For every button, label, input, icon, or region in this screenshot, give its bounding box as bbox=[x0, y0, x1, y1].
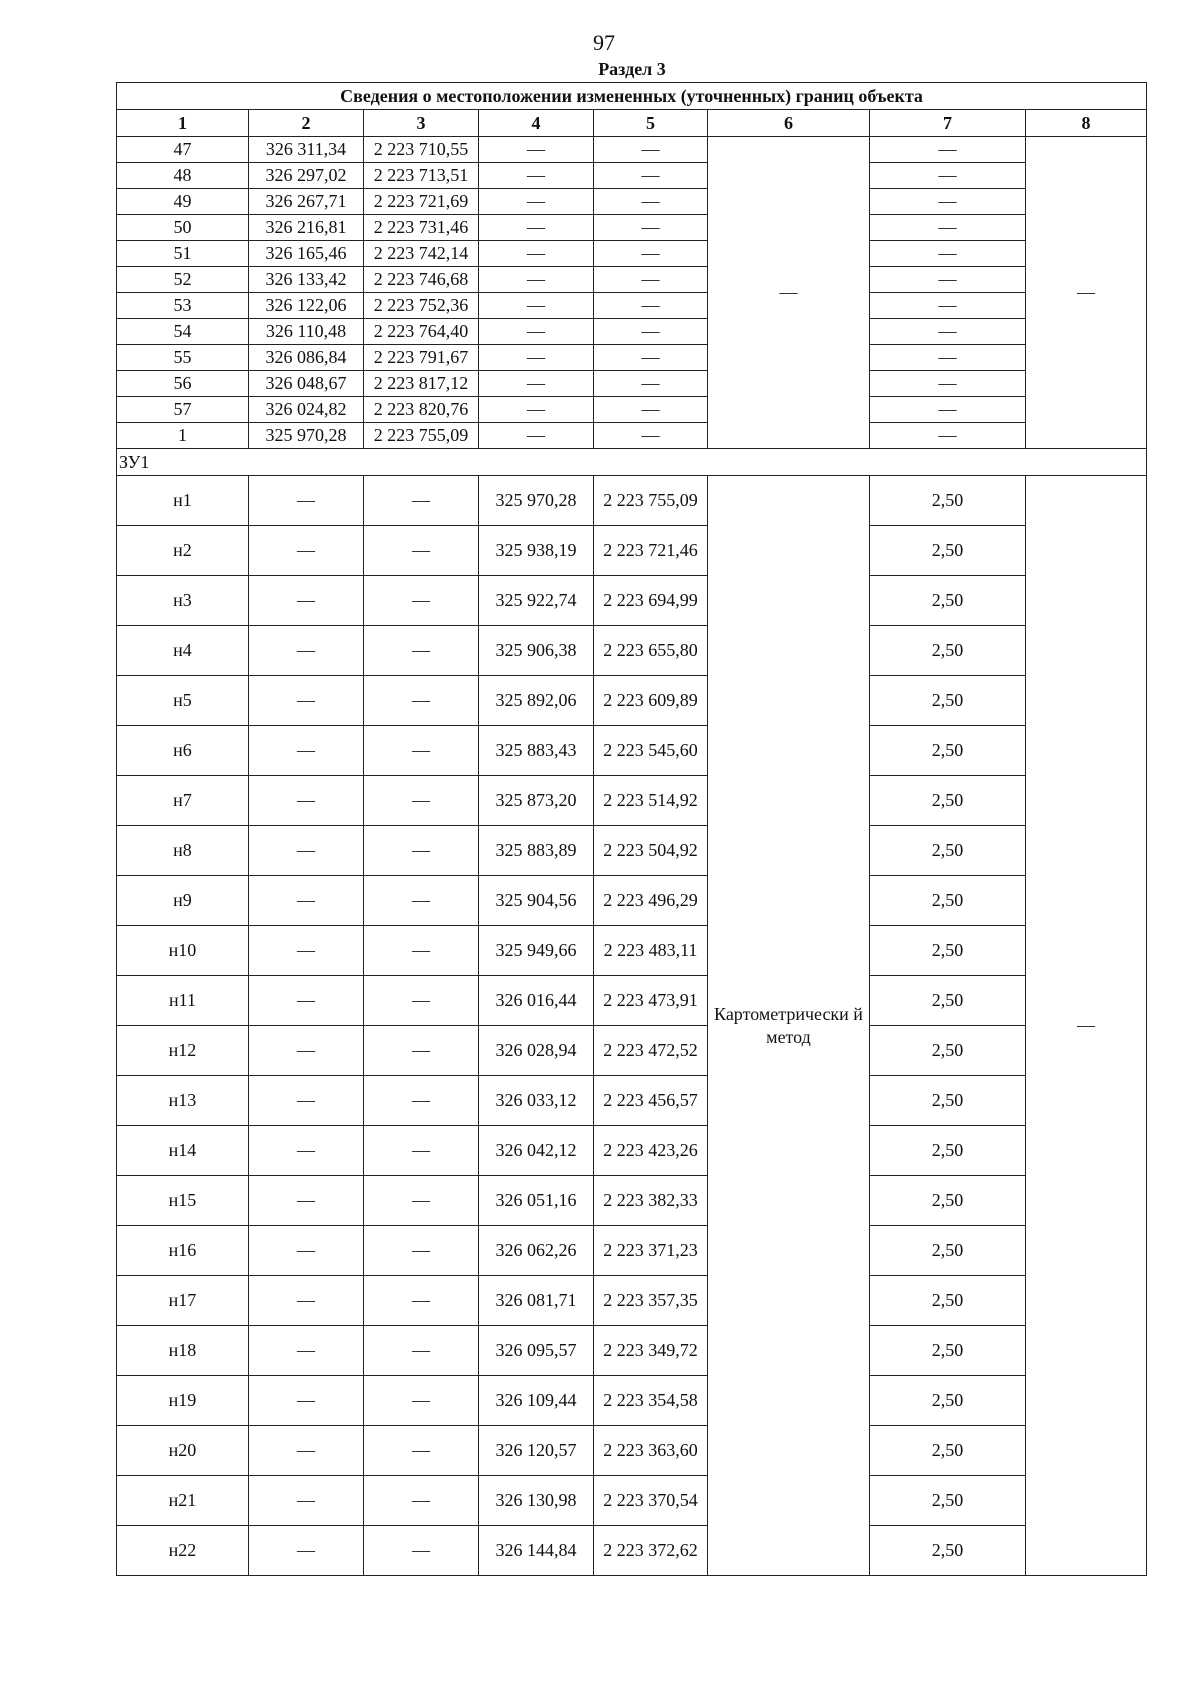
new-x-cell: — bbox=[479, 423, 594, 449]
new-x-cell: — bbox=[479, 397, 594, 423]
method-cell: — bbox=[708, 137, 870, 449]
y-coordinate-cell: — bbox=[364, 776, 479, 826]
x-coordinate-cell: 326 110,48 bbox=[249, 319, 364, 345]
x-coordinate-cell: 326 133,42 bbox=[249, 267, 364, 293]
new-x-cell: — bbox=[479, 215, 594, 241]
new-y-cell: — bbox=[594, 397, 708, 423]
accuracy-cell: 2,50 bbox=[870, 726, 1026, 776]
x-coordinate-cell: — bbox=[249, 1426, 364, 1476]
y-coordinate-cell: — bbox=[364, 526, 479, 576]
description-cell: — bbox=[1026, 476, 1147, 1576]
table-row bbox=[117, 241, 1147, 267]
column-header: 2 bbox=[249, 110, 364, 137]
accuracy-cell: — bbox=[870, 267, 1026, 293]
point-number-cell: 53 bbox=[117, 293, 249, 319]
new-x-cell: — bbox=[479, 293, 594, 319]
table-row bbox=[117, 476, 1147, 526]
group-label: ЗУ1 bbox=[117, 449, 1147, 476]
point-number-cell: 50 bbox=[117, 215, 249, 241]
point-number-cell: 49 bbox=[117, 189, 249, 215]
accuracy-cell: 2,50 bbox=[870, 1376, 1026, 1426]
accuracy-cell: — bbox=[870, 371, 1026, 397]
new-y-cell: 2 223 755,09 bbox=[594, 476, 708, 526]
x-coordinate-cell: 326 297,02 bbox=[249, 163, 364, 189]
table-row bbox=[117, 1126, 1147, 1176]
accuracy-cell: — bbox=[870, 423, 1026, 449]
table-row bbox=[117, 423, 1147, 449]
column-header: 5 bbox=[594, 110, 708, 137]
new-x-cell: — bbox=[479, 163, 594, 189]
x-coordinate-cell: — bbox=[249, 776, 364, 826]
accuracy-cell: — bbox=[870, 215, 1026, 241]
accuracy-cell: 2,50 bbox=[870, 1426, 1026, 1476]
accuracy-cell: 2,50 bbox=[870, 476, 1026, 526]
new-x-cell: 326 051,16 bbox=[479, 1176, 594, 1226]
accuracy-cell: 2,50 bbox=[870, 676, 1026, 726]
new-y-cell: 2 223 504,92 bbox=[594, 826, 708, 876]
x-coordinate-cell: 325 970,28 bbox=[249, 423, 364, 449]
x-coordinate-cell: — bbox=[249, 826, 364, 876]
x-coordinate-cell: — bbox=[249, 676, 364, 726]
x-coordinate-cell: 326 122,06 bbox=[249, 293, 364, 319]
new-x-cell: — bbox=[479, 137, 594, 163]
table-row bbox=[117, 189, 1147, 215]
new-y-cell: 2 223 371,23 bbox=[594, 1226, 708, 1276]
new-y-cell: — bbox=[594, 241, 708, 267]
y-coordinate-cell: — bbox=[364, 1126, 479, 1176]
x-coordinate-cell: — bbox=[249, 626, 364, 676]
point-number-cell: н22 bbox=[117, 1526, 249, 1576]
y-coordinate-cell: 2 223 820,76 bbox=[364, 397, 479, 423]
point-number-cell: н10 bbox=[117, 926, 249, 976]
y-coordinate-cell: — bbox=[364, 676, 479, 726]
accuracy-cell: — bbox=[870, 397, 1026, 423]
new-x-cell: — bbox=[479, 319, 594, 345]
y-coordinate-cell: 2 223 764,40 bbox=[364, 319, 479, 345]
new-y-cell: — bbox=[594, 345, 708, 371]
point-number-cell: н14 bbox=[117, 1126, 249, 1176]
accuracy-cell: 2,50 bbox=[870, 526, 1026, 576]
x-coordinate-cell: — bbox=[249, 726, 364, 776]
new-y-cell: 2 223 382,33 bbox=[594, 1176, 708, 1226]
y-coordinate-cell: — bbox=[364, 1276, 479, 1326]
x-coordinate-cell: — bbox=[249, 1126, 364, 1176]
new-y-cell: — bbox=[594, 293, 708, 319]
point-number-cell: 48 bbox=[117, 163, 249, 189]
new-y-cell: 2 223 694,99 bbox=[594, 576, 708, 626]
x-coordinate-cell: 326 048,67 bbox=[249, 371, 364, 397]
y-coordinate-cell: — bbox=[364, 476, 479, 526]
point-number-cell: н4 bbox=[117, 626, 249, 676]
table-row bbox=[117, 1376, 1147, 1426]
x-coordinate-cell: — bbox=[249, 1526, 364, 1576]
table-row bbox=[117, 163, 1147, 189]
point-number-cell: н19 bbox=[117, 1376, 249, 1426]
new-y-cell: 2 223 609,89 bbox=[594, 676, 708, 726]
new-y-cell: 2 223 423,26 bbox=[594, 1126, 708, 1176]
new-y-cell: — bbox=[594, 267, 708, 293]
new-y-cell: — bbox=[594, 137, 708, 163]
point-number-cell: н9 bbox=[117, 876, 249, 926]
x-coordinate-cell: 326 024,82 bbox=[249, 397, 364, 423]
accuracy-cell: 2,50 bbox=[870, 776, 1026, 826]
y-coordinate-cell: 2 223 713,51 bbox=[364, 163, 479, 189]
new-y-cell: — bbox=[594, 371, 708, 397]
point-number-cell: н20 bbox=[117, 1426, 249, 1476]
x-coordinate-cell: — bbox=[249, 1226, 364, 1276]
accuracy-cell: 2,50 bbox=[870, 1226, 1026, 1276]
new-x-cell: 325 873,20 bbox=[479, 776, 594, 826]
table-row bbox=[117, 371, 1147, 397]
y-coordinate-cell: — bbox=[364, 1476, 479, 1526]
table-row bbox=[117, 1176, 1147, 1226]
table-row bbox=[117, 1426, 1147, 1476]
new-y-cell: 2 223 349,72 bbox=[594, 1326, 708, 1376]
new-y-cell: 2 223 483,11 bbox=[594, 926, 708, 976]
new-y-cell: 2 223 473,91 bbox=[594, 976, 708, 1026]
y-coordinate-cell: 2 223 721,69 bbox=[364, 189, 479, 215]
new-x-cell: 325 970,28 bbox=[479, 476, 594, 526]
x-coordinate-cell: — bbox=[249, 1076, 364, 1126]
new-y-cell: 2 223 363,60 bbox=[594, 1426, 708, 1476]
y-coordinate-cell: 2 223 742,14 bbox=[364, 241, 479, 267]
table-row bbox=[117, 526, 1147, 576]
method-cell: Картометрически й метод bbox=[708, 476, 870, 1576]
point-number-cell: н3 bbox=[117, 576, 249, 626]
column-header: 6 bbox=[708, 110, 870, 137]
point-number-cell: н2 bbox=[117, 526, 249, 576]
new-x-cell: 325 892,06 bbox=[479, 676, 594, 726]
new-x-cell: 326 081,71 bbox=[479, 1276, 594, 1326]
table-row bbox=[117, 876, 1147, 926]
table-row bbox=[117, 293, 1147, 319]
table-row bbox=[117, 319, 1147, 345]
point-number-cell: 56 bbox=[117, 371, 249, 397]
new-y-cell: 2 223 372,62 bbox=[594, 1526, 708, 1576]
accuracy-cell: 2,50 bbox=[870, 976, 1026, 1026]
new-y-cell: 2 223 496,29 bbox=[594, 876, 708, 926]
x-coordinate-cell: 326 086,84 bbox=[249, 345, 364, 371]
table-row bbox=[117, 1476, 1147, 1526]
table-row bbox=[117, 1076, 1147, 1126]
table-row bbox=[117, 626, 1147, 676]
table-row bbox=[117, 926, 1147, 976]
accuracy-cell: 2,50 bbox=[870, 1526, 1026, 1576]
new-y-cell: — bbox=[594, 189, 708, 215]
y-coordinate-cell: — bbox=[364, 1526, 479, 1576]
table-row bbox=[117, 215, 1147, 241]
group-row bbox=[117, 449, 1147, 476]
column-header: 7 bbox=[870, 110, 1026, 137]
new-x-cell: 326 109,44 bbox=[479, 1376, 594, 1426]
new-x-cell: — bbox=[479, 241, 594, 267]
new-x-cell: 325 883,89 bbox=[479, 826, 594, 876]
page-number: 97 bbox=[593, 30, 615, 55]
point-number-cell: н21 bbox=[117, 1476, 249, 1526]
x-coordinate-cell: 326 311,34 bbox=[249, 137, 364, 163]
point-number-cell: н15 bbox=[117, 1176, 249, 1226]
y-coordinate-cell: 2 223 817,12 bbox=[364, 371, 479, 397]
new-x-cell: — bbox=[479, 189, 594, 215]
y-coordinate-cell: — bbox=[364, 1376, 479, 1426]
x-coordinate-cell: 326 267,71 bbox=[249, 189, 364, 215]
y-coordinate-cell: — bbox=[364, 1426, 479, 1476]
new-y-cell: 2 223 514,92 bbox=[594, 776, 708, 826]
new-x-cell: 326 144,84 bbox=[479, 1526, 594, 1576]
column-header: 3 bbox=[364, 110, 479, 137]
new-y-cell: 2 223 545,60 bbox=[594, 726, 708, 776]
new-y-cell: 2 223 721,46 bbox=[594, 526, 708, 576]
new-x-cell: 326 120,57 bbox=[479, 1426, 594, 1476]
column-header: 8 bbox=[1026, 110, 1147, 137]
x-coordinate-cell: — bbox=[249, 476, 364, 526]
accuracy-cell: 2,50 bbox=[870, 1276, 1026, 1326]
point-number-cell: 55 bbox=[117, 345, 249, 371]
new-x-cell: 325 906,38 bbox=[479, 626, 594, 676]
accuracy-cell: — bbox=[870, 319, 1026, 345]
accuracy-cell: 2,50 bbox=[870, 1176, 1026, 1226]
boundary-table bbox=[116, 82, 1147, 1576]
y-coordinate-cell: — bbox=[364, 1326, 479, 1376]
accuracy-cell: — bbox=[870, 137, 1026, 163]
x-coordinate-cell: — bbox=[249, 1026, 364, 1076]
new-y-cell: 2 223 472,52 bbox=[594, 1026, 708, 1076]
new-x-cell: — bbox=[479, 267, 594, 293]
y-coordinate-cell: 2 223 752,36 bbox=[364, 293, 479, 319]
new-y-cell: 2 223 655,80 bbox=[594, 626, 708, 676]
table-row bbox=[117, 776, 1147, 826]
point-number-cell: н8 bbox=[117, 826, 249, 876]
table-row bbox=[117, 1026, 1147, 1076]
y-coordinate-cell: 2 223 755,09 bbox=[364, 423, 479, 449]
new-x-cell: 326 016,44 bbox=[479, 976, 594, 1026]
new-x-cell: 326 062,26 bbox=[479, 1226, 594, 1276]
y-coordinate-cell: 2 223 731,46 bbox=[364, 215, 479, 241]
table-row bbox=[117, 976, 1147, 1026]
y-coordinate-cell: — bbox=[364, 876, 479, 926]
y-coordinate-cell: — bbox=[364, 926, 479, 976]
accuracy-cell: 2,50 bbox=[870, 576, 1026, 626]
x-coordinate-cell: — bbox=[249, 876, 364, 926]
point-number-cell: н16 bbox=[117, 1226, 249, 1276]
x-coordinate-cell: — bbox=[249, 1276, 364, 1326]
section-title: Раздел 3 bbox=[598, 59, 666, 79]
y-coordinate-cell: — bbox=[364, 826, 479, 876]
new-x-cell: 326 033,12 bbox=[479, 1076, 594, 1126]
accuracy-cell: 2,50 bbox=[870, 1126, 1026, 1176]
new-x-cell: — bbox=[479, 345, 594, 371]
x-coordinate-cell: — bbox=[249, 1476, 364, 1526]
x-coordinate-cell: — bbox=[249, 1326, 364, 1376]
point-number-cell: 52 bbox=[117, 267, 249, 293]
x-coordinate-cell: 326 165,46 bbox=[249, 241, 364, 267]
new-x-cell: — bbox=[479, 371, 594, 397]
y-coordinate-cell: 2 223 746,68 bbox=[364, 267, 479, 293]
accuracy-cell: — bbox=[870, 241, 1026, 267]
new-y-cell: — bbox=[594, 163, 708, 189]
table-row bbox=[117, 1526, 1147, 1576]
point-number-cell: н13 bbox=[117, 1076, 249, 1126]
x-coordinate-cell: — bbox=[249, 926, 364, 976]
accuracy-cell: 2,50 bbox=[870, 876, 1026, 926]
table-caption: Сведения о местоположении измененных (уточненных) границ объекта bbox=[117, 83, 1147, 110]
point-number-cell: 54 bbox=[117, 319, 249, 345]
y-coordinate-cell: — bbox=[364, 1026, 479, 1076]
accuracy-cell: 2,50 bbox=[870, 1326, 1026, 1376]
new-x-cell: 326 028,94 bbox=[479, 1026, 594, 1076]
column-header-row bbox=[117, 110, 1147, 137]
accuracy-cell: 2,50 bbox=[870, 926, 1026, 976]
column-header: 4 bbox=[479, 110, 594, 137]
x-coordinate-cell: — bbox=[249, 976, 364, 1026]
x-coordinate-cell: 326 216,81 bbox=[249, 215, 364, 241]
table-caption-row bbox=[117, 83, 1147, 110]
accuracy-cell: — bbox=[870, 345, 1026, 371]
point-number-cell: н6 bbox=[117, 726, 249, 776]
accuracy-cell: 2,50 bbox=[870, 626, 1026, 676]
table-row bbox=[117, 397, 1147, 423]
table-row bbox=[117, 137, 1147, 163]
new-x-cell: 325 949,66 bbox=[479, 926, 594, 976]
point-number-cell: 47 bbox=[117, 137, 249, 163]
point-number-cell: н5 bbox=[117, 676, 249, 726]
new-x-cell: 325 922,74 bbox=[479, 576, 594, 626]
new-x-cell: 325 883,43 bbox=[479, 726, 594, 776]
point-number-cell: н11 bbox=[117, 976, 249, 1026]
accuracy-cell: — bbox=[870, 293, 1026, 319]
table-row bbox=[117, 267, 1147, 293]
y-coordinate-cell: — bbox=[364, 1226, 479, 1276]
y-coordinate-cell: — bbox=[364, 976, 479, 1026]
new-x-cell: 326 130,98 bbox=[479, 1476, 594, 1526]
table-row bbox=[117, 345, 1147, 371]
x-coordinate-cell: — bbox=[249, 1176, 364, 1226]
new-y-cell: 2 223 456,57 bbox=[594, 1076, 708, 1126]
point-number-cell: н18 bbox=[117, 1326, 249, 1376]
new-x-cell: 325 904,56 bbox=[479, 876, 594, 926]
new-y-cell: 2 223 357,35 bbox=[594, 1276, 708, 1326]
x-coordinate-cell: — bbox=[249, 576, 364, 626]
point-number-cell: 51 bbox=[117, 241, 249, 267]
new-x-cell: 325 938,19 bbox=[479, 526, 594, 576]
point-number-cell: 57 bbox=[117, 397, 249, 423]
accuracy-cell: 2,50 bbox=[870, 826, 1026, 876]
new-y-cell: — bbox=[594, 319, 708, 345]
y-coordinate-cell: — bbox=[364, 726, 479, 776]
y-coordinate-cell: — bbox=[364, 626, 479, 676]
point-number-cell: н7 bbox=[117, 776, 249, 826]
y-coordinate-cell: 2 223 791,67 bbox=[364, 345, 479, 371]
y-coordinate-cell: 2 223 710,55 bbox=[364, 137, 479, 163]
accuracy-cell: — bbox=[870, 163, 1026, 189]
table-row bbox=[117, 1276, 1147, 1326]
accuracy-cell: 2,50 bbox=[870, 1076, 1026, 1126]
point-number-cell: 1 bbox=[117, 423, 249, 449]
y-coordinate-cell: — bbox=[364, 1176, 479, 1226]
point-number-cell: н1 bbox=[117, 476, 249, 526]
description-cell: — bbox=[1026, 137, 1147, 449]
new-y-cell: 2 223 370,54 bbox=[594, 1476, 708, 1526]
accuracy-cell: — bbox=[870, 189, 1026, 215]
table-row bbox=[117, 1326, 1147, 1376]
table-row bbox=[117, 826, 1147, 876]
table-row bbox=[117, 726, 1147, 776]
table-row bbox=[117, 576, 1147, 626]
new-y-cell: — bbox=[594, 423, 708, 449]
point-number-cell: н12 bbox=[117, 1026, 249, 1076]
accuracy-cell: 2,50 bbox=[870, 1476, 1026, 1526]
new-x-cell: 326 042,12 bbox=[479, 1126, 594, 1176]
table-row bbox=[117, 676, 1147, 726]
point-number-cell: н17 bbox=[117, 1276, 249, 1326]
x-coordinate-cell: — bbox=[249, 1376, 364, 1426]
x-coordinate-cell: — bbox=[249, 526, 364, 576]
new-x-cell: 326 095,57 bbox=[479, 1326, 594, 1376]
table-row bbox=[117, 1226, 1147, 1276]
new-y-cell: — bbox=[594, 215, 708, 241]
y-coordinate-cell: — bbox=[364, 576, 479, 626]
new-y-cell: 2 223 354,58 bbox=[594, 1376, 708, 1426]
column-header: 1 bbox=[117, 110, 249, 137]
y-coordinate-cell: — bbox=[364, 1076, 479, 1126]
accuracy-cell: 2,50 bbox=[870, 1026, 1026, 1076]
